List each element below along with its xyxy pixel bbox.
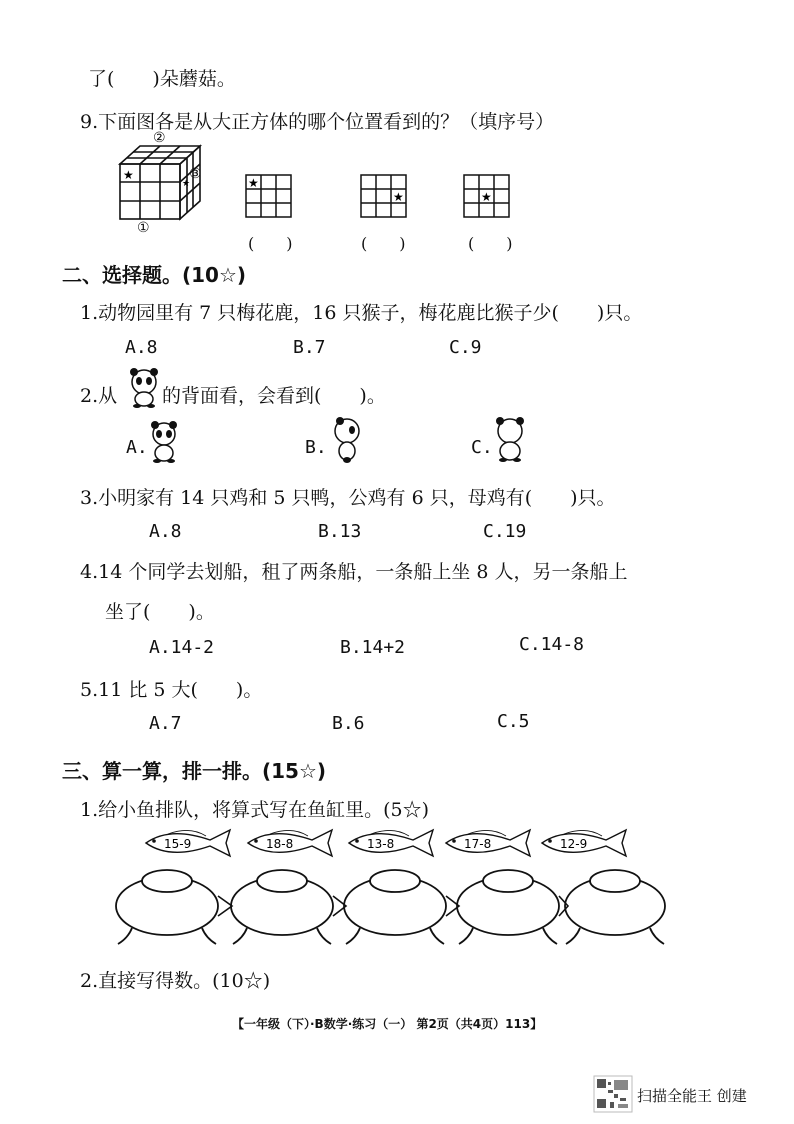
cube-label-right: ③ bbox=[189, 166, 202, 182]
big-cube-figure bbox=[110, 134, 210, 234]
panda-back-icon bbox=[493, 416, 527, 464]
fish-bowl-5 bbox=[565, 870, 665, 944]
fish-5-label: 12-9 bbox=[560, 837, 588, 851]
fish-5 bbox=[536, 822, 631, 864]
page-footer: 【一年级（下）·B数学·练习（一） 第2页（共4页）113】 bbox=[232, 1017, 543, 1031]
watermark-text: 扫描全能王 创建 bbox=[637, 1087, 747, 1105]
fish-1 bbox=[140, 822, 235, 864]
star-icon: ★ bbox=[182, 179, 191, 189]
view-1-answer-blank[interactable]: ( ) bbox=[248, 234, 293, 253]
view-grid-1 bbox=[245, 174, 293, 218]
view-2-answer-blank[interactable]: ( ) bbox=[361, 234, 406, 253]
s2-q5-option-a[interactable]: A.7 bbox=[149, 713, 182, 734]
question-8-tail: 了( )朵蘑菇。 bbox=[88, 68, 236, 90]
s2-q2-option-b[interactable]: B. bbox=[305, 437, 327, 458]
question-9-title: 9.下面图各是从大正方体的哪个位置看到的？（填序号） bbox=[80, 111, 555, 133]
fish-bowl-1 bbox=[116, 870, 218, 944]
view-3-answer-blank[interactable]: ( ) bbox=[468, 234, 513, 253]
s2-q5-option-b[interactable]: B.6 bbox=[332, 713, 365, 734]
section-2-heading: 二、选择题。(10☆) bbox=[62, 263, 247, 287]
s2-q1-option-c[interactable]: C.9 bbox=[449, 337, 482, 358]
s2-q4-option-b[interactable]: B.14+2 bbox=[340, 637, 406, 658]
s2-question-5: 5.11 比 5 大( )。 bbox=[80, 679, 263, 701]
s2-q2-option-c[interactable]: C. bbox=[471, 437, 493, 458]
fish-4-label: 17-8 bbox=[464, 837, 492, 851]
panda-side-icon bbox=[330, 416, 364, 464]
s2-q3-option-c[interactable]: C.19 bbox=[483, 521, 527, 542]
star-icon: ★ bbox=[248, 176, 259, 190]
s2-question-4-line2: 坐了( )。 bbox=[105, 601, 215, 623]
fish-bowl-2 bbox=[231, 870, 333, 944]
fish-4 bbox=[440, 822, 535, 864]
star-icon: ★ bbox=[123, 168, 134, 182]
view-grid-2 bbox=[360, 174, 408, 218]
fish-2-label: 18-8 bbox=[266, 837, 294, 851]
s3-question-2: 2.直接写得数。(10☆) bbox=[80, 970, 271, 992]
fish-bowls-row bbox=[110, 866, 670, 948]
fish-bowl-4 bbox=[457, 870, 559, 944]
s3-question-1: 1.给小鱼排队，将算式写在鱼缸里。(5☆) bbox=[80, 799, 430, 821]
view-grid-3 bbox=[463, 174, 511, 218]
fish-3-label: 13-8 bbox=[367, 837, 395, 851]
section-3-heading: 三、算一算，排一排。(15☆) bbox=[62, 759, 327, 783]
panda-icon bbox=[127, 366, 161, 408]
qr-code-logo bbox=[594, 1076, 632, 1112]
s2-question-1: 1.动物园里有 7 只梅花鹿，16 只猴子，梅花鹿比猴子少( )只。 bbox=[80, 302, 643, 324]
s2-q2-option-a[interactable]: A. bbox=[126, 437, 148, 458]
s2-question-2-start: 2.从 bbox=[80, 385, 118, 407]
s2-question-4-line1: 4.14 个同学去划船，租了两条船，一条船上坐 8 人，另一条船上 bbox=[80, 561, 628, 583]
s2-q5-option-c[interactable]: C.5 bbox=[497, 711, 530, 732]
fish-3 bbox=[343, 822, 438, 864]
s2-q3-option-b[interactable]: B.13 bbox=[318, 521, 362, 542]
fish-1-label: 15-9 bbox=[164, 837, 192, 851]
cube-label-front: ① bbox=[137, 220, 150, 236]
panda-front-icon bbox=[148, 420, 180, 464]
s2-question-3: 3.小明家有 14 只鸡和 5 只鸭，公鸡有 6 只，母鸡有( )只。 bbox=[80, 487, 616, 509]
s2-q4-option-a[interactable]: A.14-2 bbox=[149, 637, 215, 658]
s2-q1-option-a[interactable]: A.8 bbox=[125, 337, 158, 358]
s2-q4-option-c[interactable]: C.14-8 bbox=[519, 634, 585, 655]
star-icon: ★ bbox=[481, 190, 492, 204]
fish-2 bbox=[242, 822, 337, 864]
s2-q1-option-b[interactable]: B.7 bbox=[293, 337, 326, 358]
fish-bowl-3 bbox=[344, 870, 446, 944]
s2-question-2-end: 的背面看，会看到( )。 bbox=[162, 385, 386, 407]
cube-label-top: ② bbox=[153, 130, 166, 146]
s2-q3-option-a[interactable]: A.8 bbox=[149, 521, 182, 542]
star-icon: ★ bbox=[393, 190, 404, 204]
